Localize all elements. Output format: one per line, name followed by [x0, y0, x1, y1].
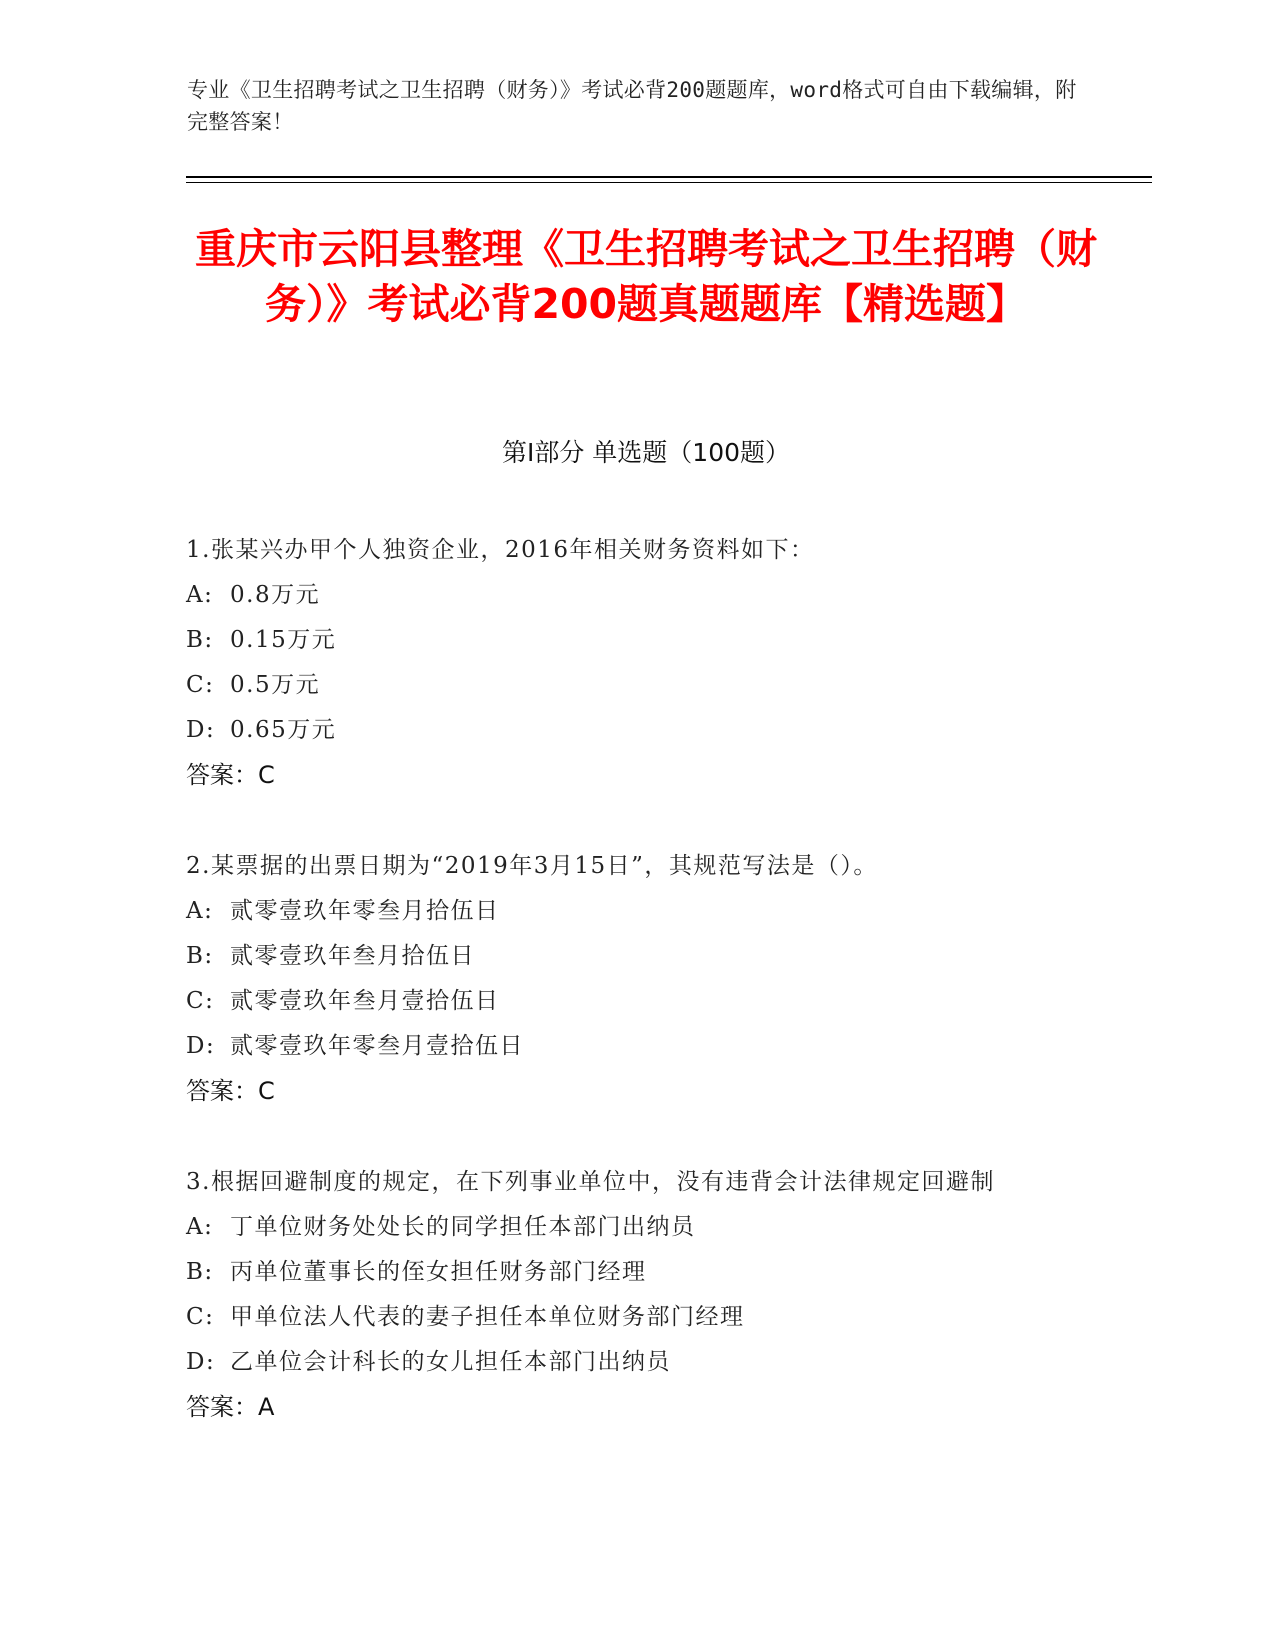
header-note: 专业《卫生招聘考试之卫生招聘（财务）》考试必背200题题库，word格式可自由下载编辑，附完整答案！ — [187, 78, 1077, 134]
option-key: B: — [186, 627, 214, 653]
answer-line: 答案：C — [186, 1077, 275, 1105]
answer-line: 答案：C — [186, 761, 275, 789]
section-title: 第I部分 单选题（100题） — [501, 438, 791, 467]
document-title: 重庆市云阳县整理《卫生招聘考试之卫生招聘（财务）》考试必背200题真题题库【精选题】 — [195, 225, 1097, 328]
option-text: 贰零壹玖年零叁月壹拾伍日 — [230, 1033, 524, 1059]
option-key: D: — [186, 1349, 216, 1375]
option-c — [186, 1295, 1066, 1340]
option-text: 甲单位法人代表的妻子担任本单位财务部门经理 — [230, 1304, 745, 1330]
option-key: C: — [186, 1304, 215, 1330]
option-key: A: — [186, 1214, 214, 1240]
option-text: 乙单位会计科长的女儿担任本部门出纳员 — [230, 1349, 671, 1375]
question-2 — [186, 844, 1066, 1114]
option-a — [186, 573, 1066, 618]
option-text: 0.8万元 — [230, 582, 321, 608]
option-d — [186, 1024, 1066, 1069]
option-b — [186, 1250, 1066, 1295]
question-1 — [186, 528, 1066, 798]
option-b — [186, 934, 1066, 979]
option-a — [186, 1205, 1066, 1250]
option-text: 贰零壹玖年零叁月拾伍日 — [230, 898, 500, 924]
option-a — [186, 889, 1066, 934]
header-divider-thin — [186, 182, 1152, 183]
option-text: 丙单位董事长的侄女担任财务部门经理 — [230, 1259, 647, 1285]
option-text: 贰零壹玖年叁月拾伍日 — [230, 943, 475, 969]
option-b — [186, 618, 1066, 663]
option-text: 0.65万元 — [230, 717, 337, 743]
option-text: 贰零壹玖年叁月壹拾伍日 — [230, 988, 500, 1014]
answer-line: 答案：A — [186, 1393, 275, 1421]
question-list — [186, 528, 1066, 1476]
question-3 — [186, 1160, 1066, 1430]
option-c — [186, 979, 1066, 1024]
option-key: A: — [186, 582, 214, 608]
option-key: D: — [186, 1033, 216, 1059]
question-stem: 3.根据回避制度的规定，在下列事业单位中，没有违背会计法律规定回避制 — [186, 1169, 995, 1195]
option-key: C: — [186, 988, 215, 1014]
option-key: B: — [186, 1259, 214, 1285]
option-d — [186, 1340, 1066, 1385]
option-c — [186, 663, 1066, 708]
option-d — [186, 708, 1066, 753]
option-text: 0.15万元 — [230, 627, 337, 653]
option-key: C: — [186, 672, 215, 698]
option-text: 0.5万元 — [230, 672, 321, 698]
option-text: 丁单位财务处处长的同学担任本部门出纳员 — [230, 1214, 696, 1240]
option-key: D: — [186, 717, 216, 743]
header-divider-thick — [186, 176, 1152, 178]
question-stem: 2.某票据的出票日期为“2019年3月15日”，其规范写法是（）。 — [186, 853, 878, 879]
option-key: B: — [186, 943, 214, 969]
option-key: A: — [186, 898, 214, 924]
question-stem: 1.张某兴办甲个人独资企业，2016年相关财务资料如下： — [186, 537, 815, 563]
